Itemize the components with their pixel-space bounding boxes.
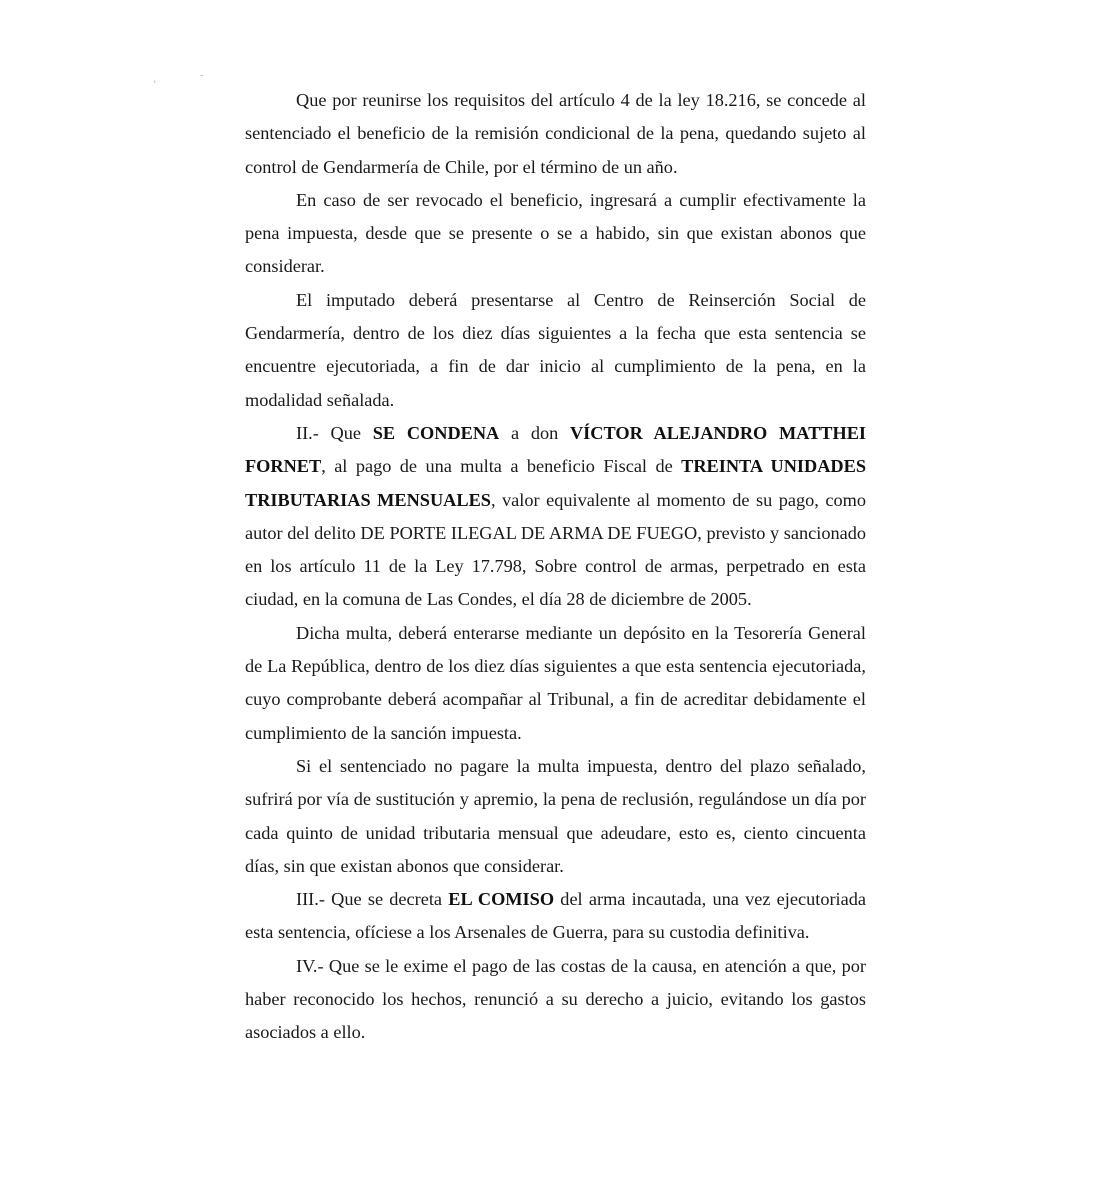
text-run: IV.- Que se le exime el pago de las costas de la causa, en atención a que, por haber reconocido los hechos, renunció a su derecho a juicio, evitando los gastos asociados a ello. <box>245 955 866 1043</box>
paragraph-costs-exemption <box>245 950 866 1050</box>
paragraph-confiscation <box>245 883 866 950</box>
scan-artifact: , <box>149 72 158 86</box>
text-run: III.- Que se decreta <box>296 889 449 910</box>
text-run: El imputado deberá presentarse al Centro de Reinserción Social de Gendarmería, dentro de los diez días siguientes a la fecha que esta sentencia se encuentre ejecutoriada, a fin de dar inicio al cumplimiento de la pena, en la modalidad señalada. <box>245 289 866 410</box>
text-run: En caso de ser revocado el beneficio, ingresará a cumplir efectivamente la pena impuesta, desde que se presente o se a habido, sin que existan abonos que considerar. <box>245 189 866 277</box>
text-run: a don <box>499 422 570 443</box>
document-body <box>245 84 866 1050</box>
text-run: Dicha multa, deberá enterarse mediante un depósito en la Tesorería General de La República, dentro de los diez días siguientes a que esta sentencia ejecutoriada, cuyo comprobante deberá acompañar al Tribunal, a fin de acreditar debidamente el cumplimiento de la sanción impuesta. <box>245 622 866 743</box>
text-run: , valor equivalente al momento de su pago, como autor del delito DE PORTE ILEGAL DE ARMA DE FUEGO, previsto y sancionado en los artículo 11 de la Ley 17.798, Sobre control de armas, perpetrado en esta ciudad, en la comuna de Las Condes, el día 28 de diciembre de 2005. <box>245 489 866 610</box>
text-run: II.- Que <box>296 422 373 443</box>
paragraph-reporting-obligation <box>245 284 866 417</box>
text-run: , al pago de una multa a beneficio Fiscal de <box>321 456 682 477</box>
paragraph-revocation <box>245 184 866 284</box>
bold-text-run: EL COMISO <box>448 889 555 910</box>
bold-text-run: TREINTA UNIDADES TRIBUTARIAS MENSUALES <box>245 456 866 510</box>
text-run: Que por reunirse los requisitos del artículo 4 de la ley 18.216, se concede al sentenciado el beneficio de la remisión condicional de la pena, quedando sujeto al control de Gendarmería de Chile, por el término de un año. <box>245 90 866 177</box>
paragraph-fine-sentence <box>245 417 866 617</box>
bold-text-run: SE CONDENA <box>372 422 500 443</box>
text-run: Si el sentenciado no pagare la multa impuesta, dentro del plazo señalado, sufrirá por vía de sustitución y apremio, la pena de reclusión, regulándose un día por cada quinto de unidad tributaria mensual que adeudare, esto es, ciento cincuenta días, sin que existan abonos que considerar. <box>245 755 866 876</box>
paragraph-fine-payment <box>245 617 866 750</box>
text-run: del arma incautada, una vez ejecutoriada esta sentencia, ofíciese a los Arsenales de Guerra, para su custodia definitiva. <box>245 889 866 943</box>
scan-artifact: - <box>198 68 205 82</box>
paragraph-non-payment <box>245 750 866 883</box>
bold-text-run: VÍCTOR ALEJANDRO MATTHEI FORNET <box>245 422 866 477</box>
paragraph-suspended-sentence <box>245 84 866 184</box>
